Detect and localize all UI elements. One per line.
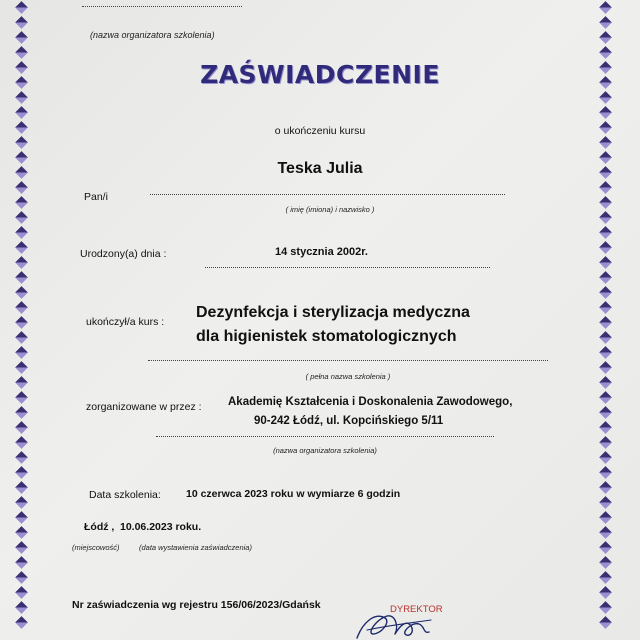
organizer-line2: 90-242 Łódź, ul. Kopcińskiego 5/11 <box>254 415 444 427</box>
border-diamond <box>599 511 612 524</box>
border-diamond <box>15 361 28 374</box>
border-diamond <box>15 451 28 464</box>
person-name-line <box>150 194 505 195</box>
border-diamond <box>599 106 612 119</box>
border-diamond <box>599 286 612 299</box>
border-diamond <box>15 196 28 209</box>
border-diamond <box>15 511 28 524</box>
certificate-title: ZAŚWIADCZENIE <box>200 60 440 89</box>
border-diamond <box>15 466 28 479</box>
border-diamond <box>599 91 612 104</box>
border-diamond <box>15 496 28 509</box>
organizer-caption: (nazwa organizatora szkolenia) <box>273 446 377 455</box>
course-line <box>148 360 548 361</box>
border-diamond <box>15 241 28 254</box>
border-diamond <box>599 436 612 449</box>
border-diamond <box>599 211 612 224</box>
border-diamond <box>599 226 612 239</box>
border-diamond <box>15 31 28 44</box>
border-diamond <box>15 256 28 269</box>
border-diamond <box>599 376 612 389</box>
border-diamond <box>599 406 612 419</box>
border-diamond <box>599 181 612 194</box>
issue-date: 10.06.2023 roku. <box>120 521 202 533</box>
border-diamond <box>15 91 28 104</box>
border-diamond <box>15 556 28 569</box>
border-diamond <box>15 286 28 299</box>
birth-date: 14 stycznia 2002r. <box>275 246 368 258</box>
border-diamond <box>599 196 612 209</box>
course-name-line1: Dezynfekcja i sterylizacja medyczna <box>196 304 470 321</box>
border-diamond <box>599 346 612 359</box>
border-diamond <box>15 346 28 359</box>
border-diamond <box>15 421 28 434</box>
border-diamond <box>599 331 612 344</box>
left-border-ornament <box>14 0 28 640</box>
border-diamond <box>599 241 612 254</box>
person-name: Teska Julia <box>277 160 363 177</box>
border-diamond <box>599 586 612 599</box>
person-caption: ( imię (imiona) i nazwisko ) <box>285 205 375 214</box>
border-diamond <box>15 586 28 599</box>
border-diamond <box>599 571 612 584</box>
border-diamond <box>599 526 612 539</box>
border-diamond <box>15 571 28 584</box>
certificate-subtitle: o ukończeniu kursu <box>274 125 366 137</box>
border-diamond <box>15 376 28 389</box>
right-border-ornament <box>598 0 612 640</box>
border-diamond <box>599 136 612 149</box>
border-diamond <box>599 271 612 284</box>
issue-place: Łódź , <box>84 521 115 533</box>
border-diamond <box>599 481 612 494</box>
border-diamond <box>599 556 612 569</box>
border-diamond <box>15 436 28 449</box>
border-diamond <box>15 16 28 29</box>
border-diamond <box>15 136 28 149</box>
border-diamond <box>599 46 612 59</box>
organizer-line1: Akademię Kształcenia i Doskonalenia Zawodowego, <box>228 396 513 408</box>
border-diamond <box>599 421 612 434</box>
border-diamond <box>599 361 612 374</box>
border-diamond <box>599 31 612 44</box>
registry-number: Nr zaświadczenia wg rejestru 156/06/2023/Gdańsk <box>72 599 321 611</box>
director-signature <box>345 604 445 640</box>
course-caption: ( pełna nazwa szkolenia ) <box>305 372 391 381</box>
organized-label: zorganizowane w przez : <box>86 401 202 413</box>
border-diamond <box>599 601 612 614</box>
border-diamond <box>15 391 28 404</box>
border-diamond <box>15 541 28 554</box>
border-diamond <box>15 301 28 314</box>
organizer-top-line <box>82 6 242 7</box>
organizer-top-caption: (nazwa organizatora szkolenia) <box>90 30 215 40</box>
course-label: ukończył/a kurs : <box>86 316 165 328</box>
border-diamond <box>599 496 612 509</box>
birth-label: Urodzony(a) dnia : <box>80 248 167 260</box>
border-diamond <box>599 451 612 464</box>
border-diamond <box>599 256 612 269</box>
border-diamond <box>15 331 28 344</box>
training-date-value: 10 czerwca 2023 roku w wymiarze 6 godzin <box>186 488 401 500</box>
birth-date-line <box>205 267 490 268</box>
border-diamond <box>15 211 28 224</box>
border-diamond <box>15 1 28 14</box>
border-diamond <box>15 526 28 539</box>
border-diamond <box>15 481 28 494</box>
border-diamond <box>15 406 28 419</box>
border-diamond <box>15 601 28 614</box>
border-diamond <box>599 301 612 314</box>
border-diamond <box>15 316 28 329</box>
director-label: DYREKTOR <box>390 604 443 615</box>
training-date-label: Data szkolenia: <box>89 489 161 501</box>
border-diamond <box>599 616 612 629</box>
border-diamond <box>15 226 28 239</box>
border-diamond <box>15 106 28 119</box>
border-diamond <box>599 541 612 554</box>
place-caption: (miejscowość) <box>72 543 120 552</box>
border-diamond <box>599 391 612 404</box>
border-diamond <box>15 181 28 194</box>
border-diamond <box>599 16 612 29</box>
border-diamond <box>15 46 28 59</box>
border-diamond <box>599 316 612 329</box>
border-diamond <box>15 616 28 629</box>
border-diamond <box>15 271 28 284</box>
border-diamond <box>599 1 612 14</box>
person-label: Pan/i <box>84 191 108 203</box>
border-diamond <box>599 466 612 479</box>
organizer-line <box>156 436 494 437</box>
course-name-line2: dla higienistek stomatologicznych <box>196 328 457 345</box>
issue-date-caption: (data wystawienia zaświadczenia) <box>139 543 252 552</box>
